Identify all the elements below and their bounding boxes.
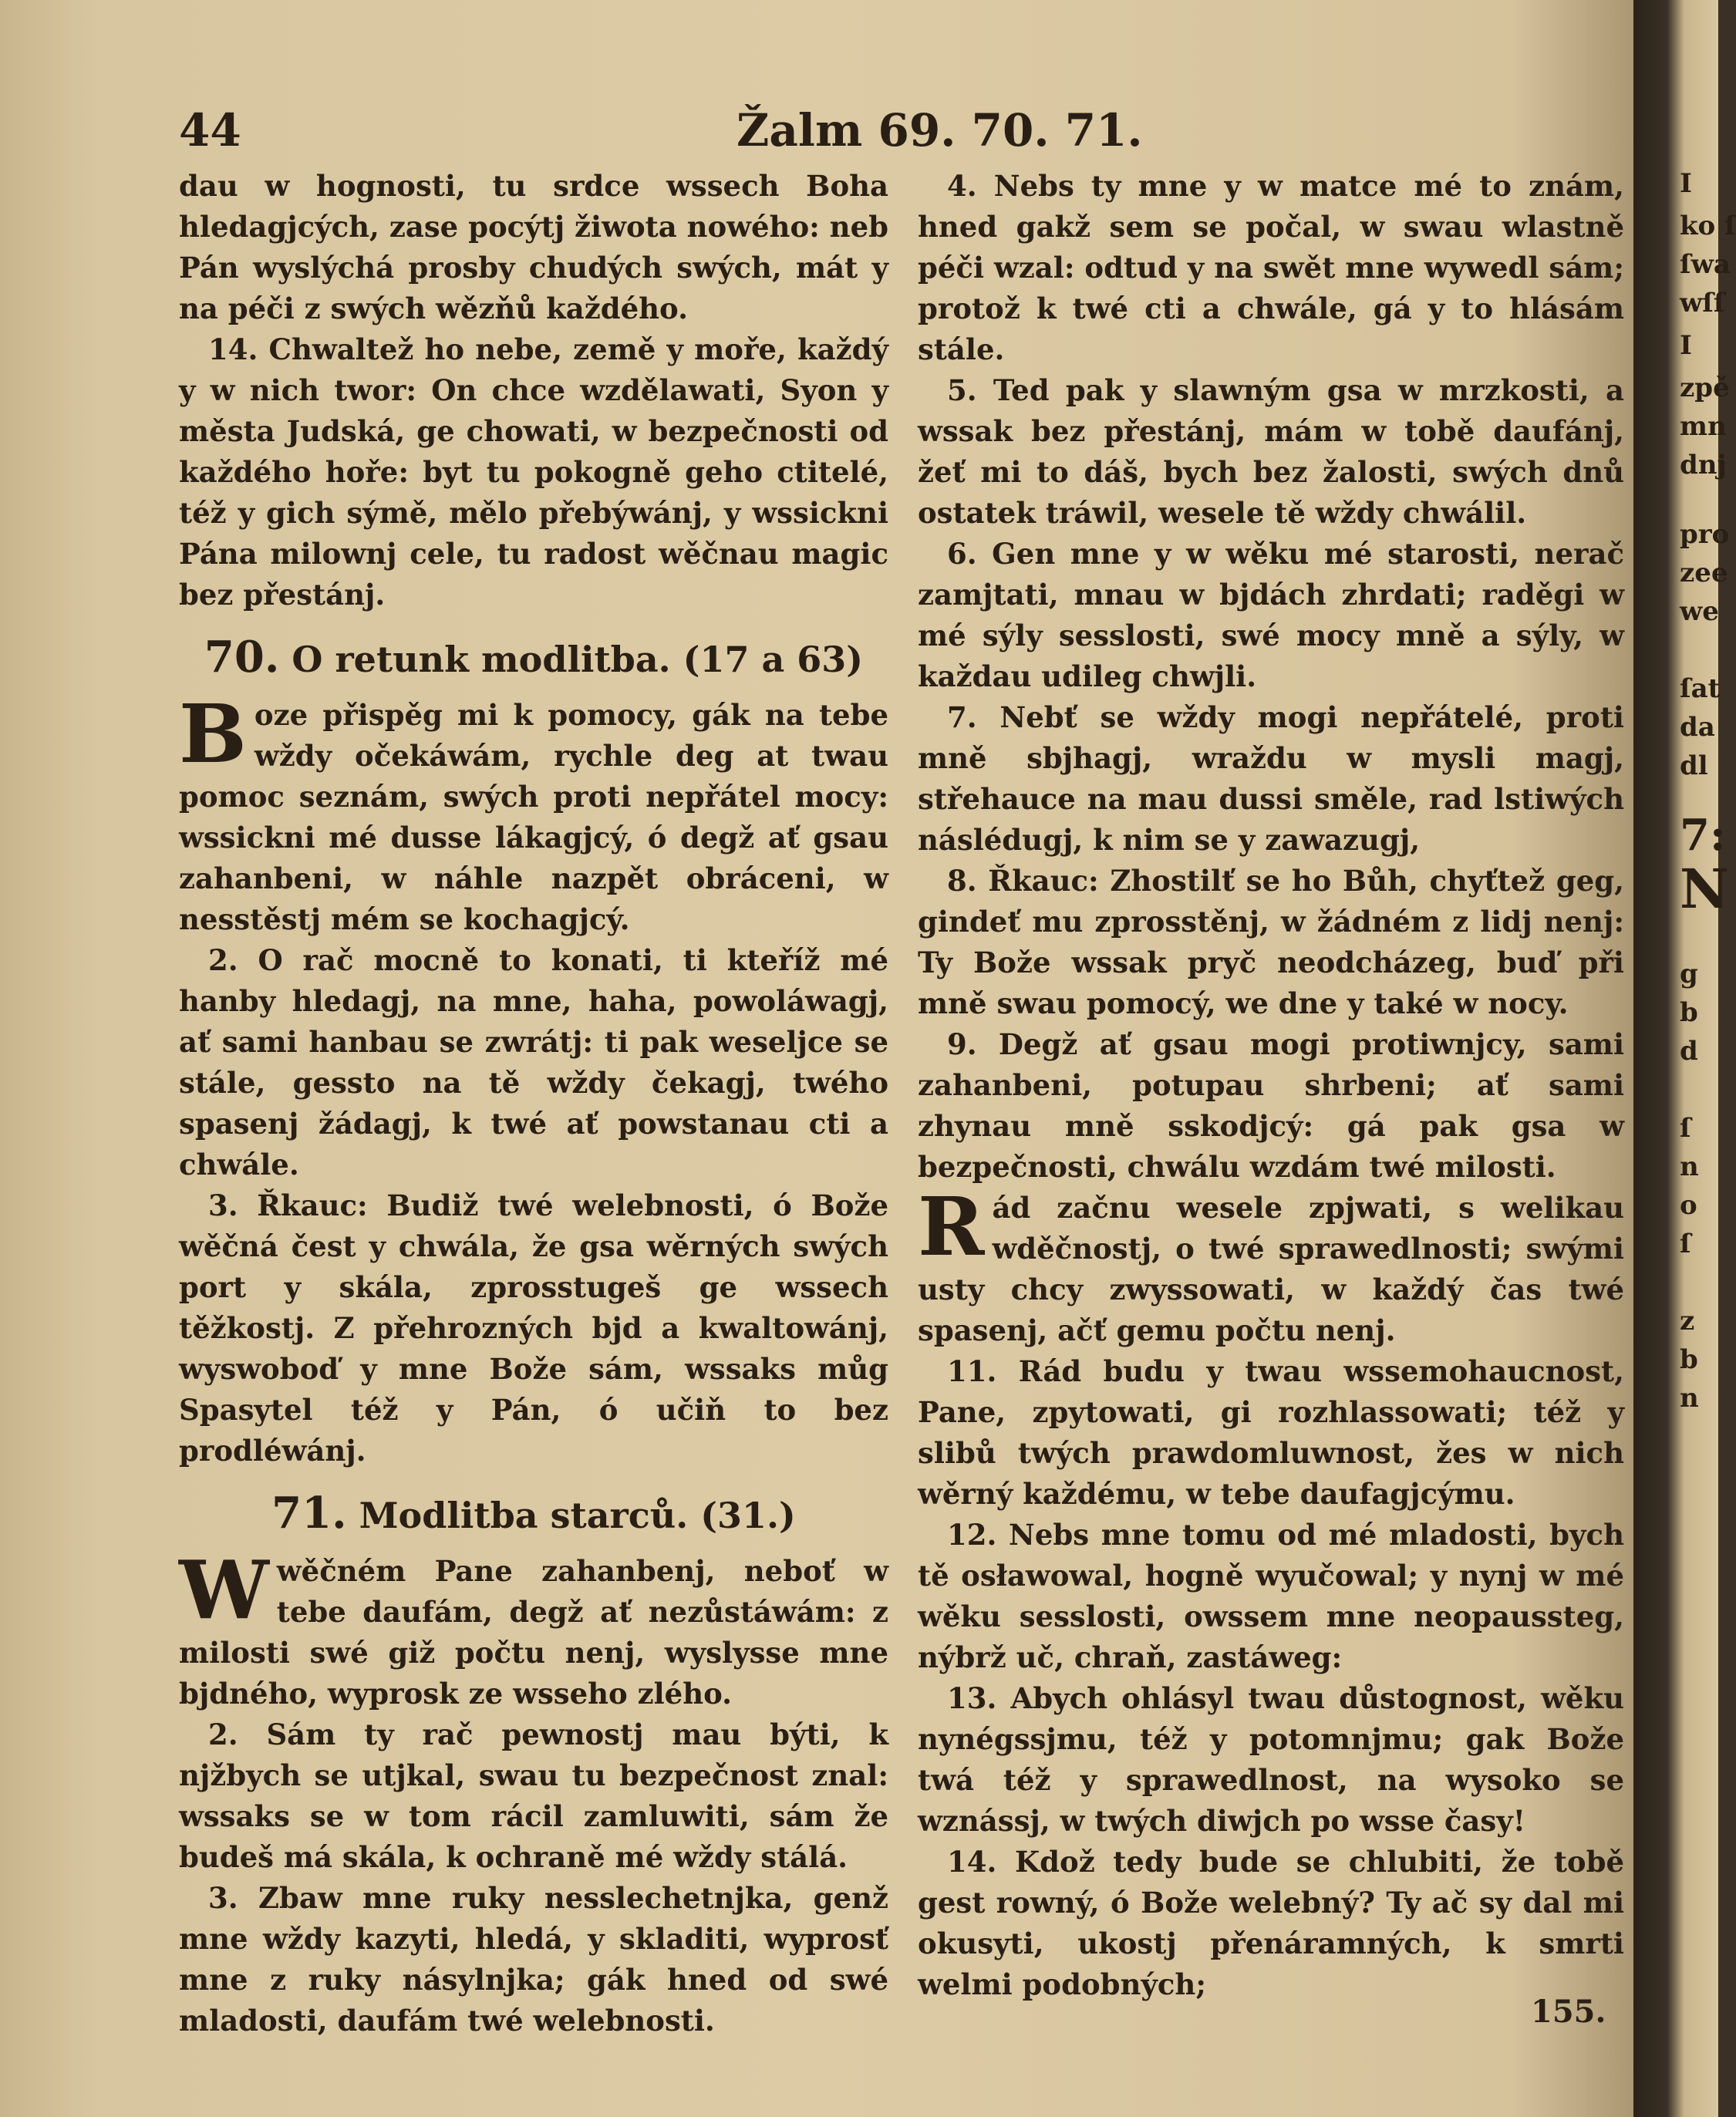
edge-fragment: b <box>1680 997 1698 1028</box>
paragraph: 13. Abych ohlásyl twau důstognost, wěku nynégssjmu, též y potomnjmu; gak Bože twá též y sprawedlnost, na wysoko se wznássj, w twých diwjch po wsse časy! <box>918 1681 1624 1838</box>
edge-fragment: pro <box>1680 519 1730 550</box>
edge-fragment: ko ſ <box>1680 211 1736 241</box>
paragraph-dropcap: Rád začnu wesele zpjwati, s welikau wděčnostj, o twé sprawedlnosti; swými usty chcy zwyssowati, w každý čas twé spasenj, ačť gemu počtu nenj. <box>918 1179 1624 1347</box>
edge-fragment: ſ <box>1680 1229 1691 1259</box>
paragraph: 2. Sám ty rač pewnostj mau býti, k njžbych se utjkal, swau tu bezpečnost znal: wssaks se w tom rácil zamluwiti, sám že budeš má skála, k ochraně mé wždy stálá. <box>179 1718 888 1874</box>
edge-fragment: N <box>1680 857 1729 921</box>
edge-fragment: I <box>1680 168 1692 199</box>
edge-fragment: da <box>1680 712 1715 743</box>
paragraph: 14. Kdož tedy bude se chlubiti, že tobě gest rowný, ó Bože welebný? Ty ač sy dal mi okusyti, ukostj přenáramných, k smrti welmi podobných; <box>918 1845 1624 2001</box>
edge-fragment: b <box>1680 1344 1698 1375</box>
right-column <box>918 166 1624 2005</box>
edge-fragment: g <box>1680 959 1698 989</box>
psalm-number: 70. <box>204 632 280 683</box>
edge-fragment: z <box>1680 1306 1695 1337</box>
left-column <box>179 166 888 2041</box>
edge-fragment: d <box>1680 1036 1698 1067</box>
edge-fragment: wſſ <box>1680 288 1725 319</box>
paragraph: 5. Ted pak y slawným gsa w mrzkosti, a wssak bez přestánj, mám w tobě daufánj, žeť mi to dáš, bych bez žalosti, swých dnů ostatek tráwil, wesele tě wždy chwálil. <box>918 373 1624 530</box>
edge-fragment: o <box>1680 1190 1697 1221</box>
edge-fragment: ſ <box>1680 1113 1691 1144</box>
psalm-title: O retunk modlitba. (17 a 63) <box>292 639 864 680</box>
section-heading <box>179 1488 888 1539</box>
edge-fragment: zpě <box>1680 372 1730 403</box>
page-number-left: 44 <box>179 104 241 157</box>
paragraph: 12. Nebs mne tomu od mé mladosti, bych tě osławowal, hogně wyučowal; y nynj w mé wěku sesslosti, owssem mne neopaussteg, nýbrž uč, chraň, zastáweg: <box>918 1518 1624 1674</box>
psalm-title: Modlitba starců. (31.) <box>359 1495 796 1536</box>
edge-fragment: dnj <box>1680 450 1727 480</box>
paragraph: 3. Řkauc: Budiž twé welebnosti, ó Bože wěčná čest y chwála, že gsa wěrných swých port y skála, zprosstugeš ge wssech těžkostj. Z přehrozných bjd a kwaltowánj, wyswoboď y mne Bože sám, wssaks můg Spasytel též y Pán, ó učiň to bez prodléwánj. <box>179 1188 888 1468</box>
edge-fragment: 7: <box>1680 810 1726 861</box>
running-title: Žalm 69. 70. 71. <box>737 104 1143 157</box>
edge-fragment: ſat <box>1680 673 1721 704</box>
psalm-number: 71. <box>271 1488 347 1539</box>
edge-fragment: I <box>1680 330 1692 361</box>
paragraph: 14. Chwaltež ho nebe, země y moře, každý y w nich twor: On chce wzdělawati, Syon y města Judská, ge chowati, w bezpečnosti od každého hoře: byt tu pokogně geho ctitelé, též y gich sýmě, mělo přebýwánj, y wssickni Pána milownj cele, tu radost wěčnau magic bez přestánj. <box>179 332 888 612</box>
edge-fragment: n <box>1680 1383 1699 1414</box>
section-heading <box>179 632 888 683</box>
edge-fragment: we <box>1680 596 1719 627</box>
edge-fragment: ſwa <box>1680 249 1731 280</box>
edge-fragment: dl <box>1680 750 1708 781</box>
paragraph-dropcap: Boze přispěg mi k pomocy, gák na tebe wždy očekáwám, rychle deg at twau pomoc seznám, swých proti nepřátel mocy: wssickni mé dusse lákagjcý, ó degž ať gsau zahanbeni, w náhle nazpět obráceni, w nesstěstj mém se kochagjcý. <box>179 686 888 936</box>
paragraph: 2. O rač mocně to konati, ti kteříž mé hanby hledagj, na mne, haha, powoláwagj, ať sami hanbau se zwrátj: ti pak weseljce se stále, gessto na tě wždy čekagj, twého spasenj žádagj, k twé ať powstanau cti a chwále. <box>179 943 888 1182</box>
edge-fragment: zee <box>1680 558 1728 588</box>
paragraph-dropcap: Wwěčném Pane zahanbenj, neboť w tebe daufám, degž ať nezůstáwám: z milosti swé giž počtu nenj, wyslysse mne bjdného, wyprosk ze wsseho zlého. <box>179 1542 888 1711</box>
paragraph: 7. Nebť se wždy mogi nepřátelé, proti mně sbjhagj, wraždu w mysli magj, střehauce na mau dussi směle, rad lstiwých náslédugj, k nim se y zawazugj, <box>918 700 1624 857</box>
next-page-edge <box>1633 0 1736 2117</box>
paragraph: 9. Degž ať gsau mogi protiwnjcy, sami zahanbeni, potupau shrbeni; ať sami zhynau mně sskodjcý: gá pak gsa w bezpečnosti, chwálu wzdám twé milosti. <box>918 1027 1624 1184</box>
paragraph: 11. Rád budu y twau wssemohaucnost, Pane, zpytowati, gi rozhlassowati; též y slibů twých prawdomluwnost, žes w nich wěrný každému, w tebe daufagjcýmu. <box>918 1354 1624 1511</box>
edge-fragment: n <box>1680 1151 1699 1182</box>
paragraph: dau w hognosti, tu srdce wssech Boha hledagjcých, zase pocýtj žiwota nowého: neb Pán wyslýchá prosby chudých swých, mát y na péči z swých wězňů každého. <box>179 169 888 325</box>
paragraph: 4. Nebs ty mne y w matce mé to znám, hned gakž sem se počal, w swau wlastně péči wzal: odtud y na swět mne wywedl sám; protož k twé cti a chwále, gá y to hlásám stále. <box>918 169 1624 366</box>
paragraph: 3. Zbaw mne ruky nesslechetnjka, genž mne wždy kazyti, hledá, y skladiti, wyprosť mne z ruky násylnjka; gák hned od swé mladosti, daufám twé welebnosti. <box>179 1881 888 2038</box>
page-number-right: 155. <box>1531 1994 1606 2030</box>
paragraph: 6. Gen mne y w wěku mé starosti, nerač zamjtati, mnau w bjdách zhrdati; raděgi w mé sýly sesslosti, swé mocy mně a sýly, w každau udileg chwjli. <box>918 537 1624 693</box>
paragraph: 8. Řkauc: Zhostilť se ho Bůh, chyťtež geg, gindeť mu zprosstěnj, w žádném z lidj nenj: Ty Bože wssak pryč neodcházeg, buď při mně swau pomocý, we dne y také w nocy. <box>918 864 1624 1020</box>
edge-fragment: mn <box>1680 411 1727 442</box>
